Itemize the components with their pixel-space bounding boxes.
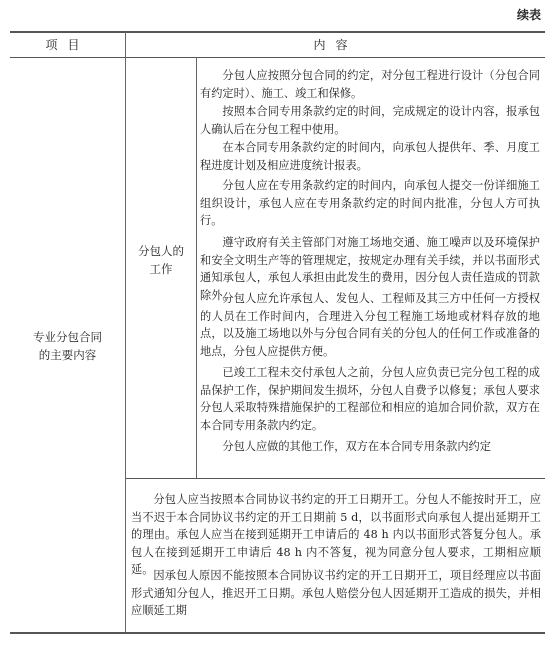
- table-bottom-border: [10, 632, 545, 634]
- sub-section-bottom-border: [125, 478, 545, 479]
- sub-paragraph: 已竣工工程未交付承包人之前，分包人应负责已完分包工程的成品保护工作，保护期间发生损坏，分包人自费予以修复；承包人要求分包人采取特殊措施保护的工程部位和相应的追加合同价款，双方在本合同专用条款内约定。: [200, 366, 540, 432]
- continued-label: 续表: [516, 8, 541, 22]
- header-item: 项目: [45, 38, 90, 52]
- lower-paragraph: 因承包人原因不能按照本合同协议书约定的开工日期开工，项目经理应以书面形式通知分包人，推迟开工日期。承包人赔偿分包人因延期开工造成的损失，并相应顺延工期: [131, 569, 541, 618]
- header-bottom-border: [10, 57, 545, 58]
- column-divider: [125, 31, 126, 632]
- sub-paragraph: 分包人应按照分包合同的约定，对分包工程进行设计（分包合同有约定时）、施工、竣工和保修。: [200, 69, 540, 100]
- table-top-border: [10, 31, 545, 33]
- row-label: [12, 328, 123, 364]
- sub-paragraph: 分包人应允许承包人、发包人、工程师及其三方中任何一方授权的人员在工作时间内，合理进入分包工程施工场地或材料存放的地点，以及施工场地以外与分包合同有关的分包人的任何工作或准备的地点，分包人应提供方便。: [200, 292, 540, 358]
- sub-paragraph: 遵守政府有关主管部门对施工场地交通、施工噪声以及环境保护和安全文明生产等的管理规定，按规定办理有关手续，并以书面形式通知承包人，承包人承担由此发生的费用，因分包人责任造成的罚款除外。: [200, 236, 540, 302]
- sub-paragraph: 分包人应在专用条款约定的时间内，向承包人提交一份详细施工组织设计，承包人应在专用条款约定的时间内批准，分包人方可执行。: [200, 179, 540, 228]
- sub-label: [127, 242, 195, 278]
- sub-column-divider: [196, 57, 197, 478]
- sub-paragraph: 分包人应做的其他工作，双方在本合同专用条款内约定: [222, 440, 491, 453]
- sub-label-line: 分包人的: [138, 244, 184, 258]
- row-label-line: 的主要内容: [38, 348, 97, 362]
- sub-paragraph: 在本合同专用条款约定的时间内，向承包人提供年、季、月度工程进度计划及相应进度统计报表。: [200, 141, 540, 172]
- lower-paragraph: 分包人应当按照本合同协议书约定的开工日期开工。分包人不能按时开工，应当不迟于本合同协议书约定的开工日期前 5 d，以书面形式向承包人提出延期开工的理由。承包人应当在接到延期开工申请后的 48 h 内以书面形式答复分包人。承包人在接到延期开工申请后 48 h 内不答复，视为同意分包人要求，工期相应顺延。: [131, 493, 541, 577]
- sub-paragraph: 按照本合同专用条款约定的时间，完成规定的设计内容，报承包人确认后在分包工程中使用。: [200, 105, 540, 136]
- header-content: 内容: [313, 38, 358, 52]
- row-label-line: 专业分包合同: [33, 330, 102, 344]
- sub-label-line: 工作: [149, 262, 173, 276]
